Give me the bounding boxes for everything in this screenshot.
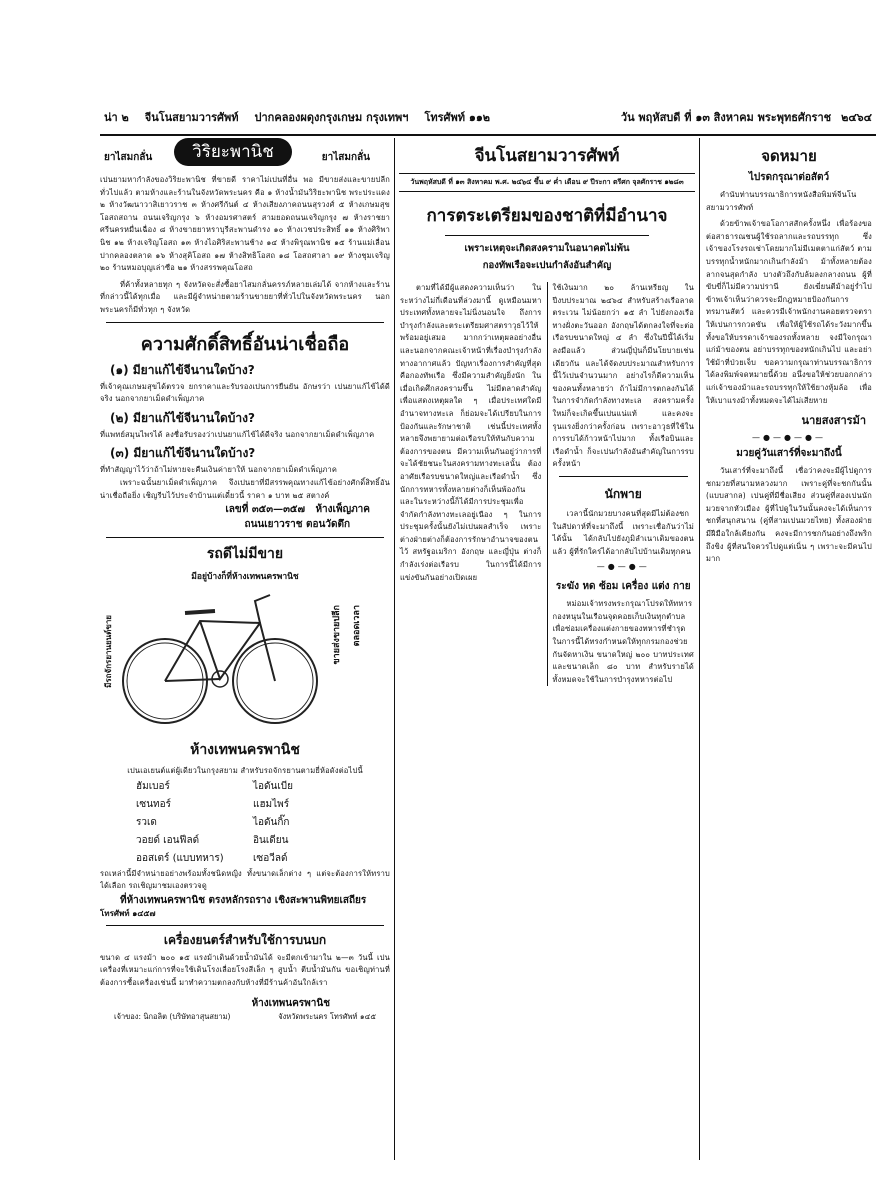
- ad-answer-2: ที่แพทย์สมุนไพรได้ ลงชื่อรับรองว่าเปนยาแก้ไข้ได้ดีจริง นอกจากยาเม็ดดำเพ็ญภาค: [100, 429, 375, 439]
- ad-right-label: ยาไสมกลั่น: [321, 152, 370, 163]
- shop-title: ห้างเทพนครพานิช: [190, 742, 300, 759]
- divider: [559, 476, 689, 477]
- news-box-text: เวลานี้นักมวยบางคนที่สุดมีไม่ต้องชกในสัปดาห์ที่จะมาถึงนี้ เพราะเชื่อกันว่าไม่ได้นั้น ได้กลับไปยังภูมิลำเนาเดิมของตนแล้ว ผู้ที่รักใคร่ได้อากลับไปบ้านเดิมทุกคน: [552, 508, 694, 556]
- bicycle-illustration: [100, 585, 390, 735]
- shop-location: ที่ห้างเทพนครพานิช ตรงหลักรถราง เชิงสะพานพิทยเสถียร: [120, 894, 367, 906]
- ad-viriya-panich: [100, 138, 390, 317]
- brand-list: [100, 778, 390, 868]
- brand-item: รวเด: [136, 816, 157, 828]
- brand-item: ไอดันเบีย: [253, 780, 293, 792]
- newspaper-page: [100, 100, 876, 1160]
- divider: [445, 235, 649, 236]
- ad-answer-1: ที่เจ้าคุณเกษมสุขได้ตรวจ ยกราคาและรับรองเปนการยืนยัน อักษรว่า เปนยาแก้ไข้ได้ดีจริง นอกจากยาเม็ดดำเพ็ญภาค: [100, 381, 390, 404]
- ad-note-text: ที่ค้าทั้งหลายทุก ๆ จังหวัดจะสั่งซื้อยาไสมกลั่นครรภ์หลายเล่มได้ จากห้างและร้านที่กล่าวนี้ได้ทุกเมื่อ และมีผู้จำหน่ายตามร้านขายยาที่ทั่วไปในจังหวัดพระนคร นอกพระนครก็มีทั่วทุก ๆ จังหวัด: [100, 279, 390, 314]
- brand-item: ฮัมเบอร์: [136, 780, 170, 792]
- ad-question-3: (๓) มียาแก้ไข้จีนานใดบ้าง?: [110, 446, 256, 461]
- ad-address-number: เลขที่ ๓๕๓—๓๕๗: [225, 504, 306, 516]
- brand-item: ออสเตร์ (แบบทหาร): [136, 852, 224, 864]
- brand-item: แฮมไพร์: [253, 798, 290, 810]
- ad-title: รถดีไม่มีขาย: [206, 546, 284, 563]
- brand-item: วอยด์ เอนฟีลด์: [136, 834, 200, 846]
- news-box-text: หม่อมเจ้าทรงพระกรุณาโปรดให้ทหารกองหนุนในเรือนจุดคอยเก็บเงินทุกตำบล เพื่อซ่อมเครื่องแต่งกายของทหารที่ชำรุด ในการนี้ได้ทรงกำหนดให้ทุกกรมกองช่วยกันจัดหาเงิน ขนาดใหญ่ ๒๐๐ บาทประเทศ และขนาดเล็ก ๘๐ บาท สำหรับรายได้ทั้งหมดจะใช้ในการบำรุงทหารต่อไป: [552, 599, 694, 684]
- brand-item: อินเดียน: [253, 834, 289, 846]
- brand-item: เซนทอร์: [136, 798, 172, 810]
- ad-intro-text: เปนยามหากำลังของวิริยะพานิช ที่ขายดี ราคาไม่เปนที่อื่น พอ มีขายส่งและขายปลีกทั่วไปแล้ว ตามห้างและร้านในจังหวัดพระนคร คือ ๑ ห้างน้ำมันวิริยะพานิช พระประแดง ๒ ห้างวัฒนาวาสิเยาวราช ๓ ห้างศรีกันต์ ๔ ห้างเสียงภาคถนนสุรวงศ์ ๕ ห้างเกษมสุขโอสถสถาน ถนนเจริญกรุง ๖ ห้างอมรศาสตร์ สามยอดถนนเจริญกรุง ๗ ห้างราชยาศรีนครหมื่นเฉื่อง ๘ ห้างขายยาหราบุรีสะพานดำรง ๑๐ ห้างเวชประสิทธิ์ ๑๑ ห้างศิริพานิช ๑๒ ห้างเจริญโอสถ ๑๓ ห้างไอศิริสะพานช้าง ๑๔ ห้างพิรุณพานิช ๑๕ ร้านแม่เลื่อนปากคลองตลาด ๑๖ ห้างสุคิโอสถ ๑๗ ห้างสิทธิโอสถ ๑๘ โอสถศาลา ๑๙ ห้างชุมเจริญ ๒๐ ร้านหมอบุญเล่าซือ ๒๑ ห้างสรรพคุณโอสถ: [100, 175, 390, 273]
- letter-signature: นายสงสารม้า: [801, 414, 866, 428]
- letter-subtitle: ไปรดกรุณาต่อสัตว์: [748, 172, 830, 183]
- page-number: น่า ๒: [104, 111, 129, 124]
- divider: [106, 322, 384, 323]
- shop-phone: โทรศัพท์ ๑๔๕๗: [100, 908, 156, 918]
- paper-address: ปากคลองผดุงกรุงเกษม กรุงเทพฯ: [254, 111, 409, 124]
- ad-answer-3: ที่ทำสัญญาไว้ว่าถ้าไม่หายจะคืนเงินค่ายาให้ นอกจากยาเม็ดดำเพ็ญภาค: [100, 465, 338, 475]
- shop-description: เปนเอเยนต์แต่ผู้เดียวในกรุงสยาม สำหรับรถจักรยานตามยี่ห้อดังต่อไปนี้: [127, 766, 363, 776]
- section-title: จดหมาย: [761, 147, 817, 165]
- advertisement-column: [100, 138, 390, 1160]
- lead-subheadline-2: กองทัพเรือจะเปนกำลังอันสำคัญ: [482, 260, 612, 271]
- ad-question-1: (๑) มียาแก้ไข้จีนานใดบ้าง?: [110, 362, 255, 377]
- viriya-logo: วิริยะพานิช: [174, 138, 292, 166]
- brand-item: เซอวีลด์: [253, 852, 288, 864]
- vertical-caption-right-2: ตลอดเวลา: [352, 605, 362, 647]
- news-box-title: นักพาย: [604, 486, 642, 501]
- paper-name: จีนโนสยามวารศัพท์: [144, 111, 239, 124]
- article-body: [395, 282, 699, 686]
- ad-note: รถเหล่านี้มีจำหน่ายอย่างพร้อมทั้งชนิดหญิง ทั้งขนาดเล็กต่าง ๆ แต่จะต้องการให้ทราบได้เลือก รถเชิญมาชมเองตรวจดู: [100, 868, 390, 891]
- ad-title: ความศักดิ์สิทธิ์อันน่าเชื่อถือ: [140, 333, 350, 355]
- ad-title: เครื่องยนตร์สำหรับใช้การบนบก: [163, 932, 327, 947]
- news-column: [394, 138, 700, 1160]
- ad-body: เพราะฉนั้นยาเม็ดดำเพ็ญภาค จึงเปนยาที่มีสรรพคุณทางแก้ไข้อย่างศักดิ์สิทธิ์อันน่าเชื่อถือยิ่ง เชิญรีบไว้ประจำบ้านแต่เดี๋ยวนี้ ราคา ๑ บาท ๒๕ สตางค์: [100, 477, 390, 500]
- ad-body: ขนาด ๔ แรงม้า ๒๐๐ ๑๕ แรงม้าเดินด้วยน้ำมันได้ จะมีตกเข้ามาใน ๒—๓ วันนี้ เปนเครื่องที่เหมาะแก่การที่จะใช้เดินโรงเลื่อยโรงสีเล็ก ๆ สูบน้ำ ตีบน้ำมันกัน ขอเชิญท่านที่ต้องการซื้อเครื่องเช่นนี้ มาทำความตกลงกับห้างที่มีร้านค้าอันใกล้เรา: [100, 952, 390, 988]
- ad-street: ถนนเยาวราช ตอนวัดตึก: [244, 519, 350, 531]
- issue-date: วัน พฤหัสบดี ที่ ๑๓ สิงหาคม พระพุทธศักราช: [620, 111, 832, 124]
- brand-item: ไอดันกิ๊ก: [253, 816, 290, 828]
- ad-penphak-medicine: [100, 329, 390, 533]
- vertical-caption-left: มีรถจักรยานยนต์ขาย: [104, 615, 113, 688]
- issue-year: ๒๔๖๔: [841, 111, 872, 124]
- letters-column: [702, 138, 876, 1160]
- ad-question-2: (๒) มียาแก้ไข้จีนานใดบ้าง?: [110, 410, 255, 425]
- shop-address: จังหวัดพระนคร โทรศัพท์ ๑๔๕: [278, 1011, 376, 1021]
- ad-left-label: ยาไสมกลั่น: [104, 152, 153, 163]
- lead-subheadline-1: เพราะเหตุจะเกิดสงครามในอนาคตไม่พ้น: [464, 243, 630, 254]
- section-title: มวยคู่วันเสาร์ที่จะมาถึงนี้: [736, 448, 842, 460]
- article-text-right: ใช้เงินมาก ๒๐ ล้านเหรียญ ในปีงบประมาณ ๒๔๖๔ สำหรับสร้างเรือลาดตระเวน ไม่น้อยกว่า ๑๕ ลำ ไปยังกองเรือทางฝั่งตะวันออก อังกฤษได้ตกลงใจที่จะต่อเรือรบขนาดใหญ่ ๔ ลำ ซึ่งในปีนี้ได้เริ่มลงมือแล้ว ส่วนญี่ปุ่นก็มีนโยบายเช่นเดียวกัน และได้จัดงบประมาณสำหรับการนี้ไว้เปนจำนวนมาก อย่างไรก็ดีความเห็นของคนทั้งหลายว่า ถ้าไม่มีการตกลงกันได้ในการจำกัดกำลังทางทะเล สงครามครั้งใหม่ก็จะเกิดขึ้นเปนแน่แท้ และคงจะรุนแรงยิ่งกว่าครั้งก่อน เพราะอาวุธที่ใช้ในการรบได้ก้าวหน้าไปมาก ทั้งเรือบินและเรือดำน้ำ ก็จะเปนกำลังอันสำคัญในการรบครั้งหน้า: [552, 283, 694, 469]
- ad-bicycle: [100, 543, 390, 920]
- vertical-caption-right-1: ขายส่งขายปลีก: [332, 605, 342, 665]
- ornament-divider: —●—●—●—: [752, 433, 826, 443]
- section-body: วันเสาร์ที่จะมาถึงนี้ เชื่อว่าคงจะมีผู้ไปดูการชกมวยที่สนามหลวงมาก เพราะคู่ที่จะชกกันนั้น (แบบสากล) เปนคู่ที่มีชื่อเสียง ส่วนคู่ที่สองเปนนักมวยจากหัวเมือง ผู้ที่ไปดูในวันนั้นคงจะได้เห็นการชกที่สนุกสนาน (คู่ที่สามเปนมวยไทย) ทั้งสองฝ่ายมีฝีมือใกล้เคียงกัน คงจะมีการชกกันอย่างถึงพริกถึงขิง ผู้ที่สนใจควรไปดูแต่เนิ่น ๆ เพราะจะมีคนไปมาก: [706, 466, 872, 564]
- paper-title: จีนโนสยามวารศัพท์: [474, 146, 620, 166]
- news-box-title: ระฆัง หด ซ้อม เครื่อง แต่ง กาย: [555, 581, 691, 593]
- letter-opening: คำนับท่านบรรณาธิการหนังสือพิมพ์จีนโนสยามวารศัพท์: [706, 190, 857, 212]
- bicycle-icon: [120, 591, 320, 731]
- dateline: วันพฤหัสบดี ที่ ๑๓ สิงหาคม พ.ศ. ๒๔๖๔ ขึ้น ๙ ค่ำ เดือน ๙ ปีระกา ตรีศก จุลศักราช ๑๒๘๓: [399, 173, 695, 192]
- ornament-divider: —●—●—: [596, 562, 650, 572]
- divider: [106, 537, 384, 538]
- paper-phone: โทรศัพท์ ๑๑๒: [424, 111, 491, 124]
- letter-body: ด้วยข้าพเจ้าขอโอกาสสักครั้งหนึ่ง เพื่อร้องขอต่อสาธารณชนผู้ใช้รถลากและรถบรรทุก ซึ่งเจ้าของโรงรถเช่าโดยมากไม่มีเมตตาแก่สัตว์ ตามบรรทุกน้ำหนักมากเกินกำลังม้า ม้าทั้งหลายต้องลากจนสุดกำลัง บางตัวถึงกับล้มลงกลางถนน ผู้ที่ขับขี่ก็ไม่มีความปรานี ยังเฆี่ยนตีม้าอยู่ร่ำไป ข้าพเจ้าเห็นว่าควรจะมีกฎหมายป้องกันการทรมานสัตว์ และควรมีเจ้าพนักงานคอยตรวจตราให้เปนการกวดขัน เพื่อให้ผู้ใช้รถได้ระวังมากขึ้น ทั้งขอให้บรรดาเจ้าของรถทั้งหลาย จงมีใจกรุณาแก่ม้าของตน อย่าบรรทุกของหนักเกินไป และอย่าใช้ม้าที่ป่วยเจ็บ ขอความกรุณาท่านบรรณาธิการได้ลงพิมพ์จดหมายนี้ด้วย อนึ่งขอให้ช่วยบอกกล่าวแก่เจ้าของม้าและรถบรรทุกให้ใช้ยางหุ้มล้อ เพื่อให้เบาแรงม้าทั้งหมดจะได้ไม่เสียหาย: [706, 219, 872, 405]
- article-text-left: ตามที่ได้มีผู้แสดงความเห็นว่า ในระหว่างไม่กี่เดือนที่ล่วงมานี้ ดูเหมือนมหาประเทศทั้งหลายจะไม่นิ่งนอนใจ ถึงการบำรุงกำลังและตระเตรียมศาสตราวุธไว้ให้พร้อมอยู่เสมอ มากกว่าเหตุผลอย่างอื่น และนอกจากคณะเจ้าหน้าที่เรื่องบำรุงกำลังทางอากาศแล้ว ปัญหาเรื่องการสำคัญที่สุดคือกองทัพเรือ ซึ่งมีความสำคัญยิ่งนัก ในเมื่อเกิดศึกสงครามขึ้น ไม่มีตลาดสำคัญเพื่อแสดงเหตุผลใด ๆ เมื่อประเทศใดมีอำนาจทางทะเล ก็ย่อมจะได้เปรียบในการป้องกันและรักษาชาติ เช่นนี้ประเทศทั้งหลายจึงพยายามต่อเรือรบให้ทันกับความต้องการของตน มีความเห็นกันอยู่ว่าการที่จะได้ชัยชนะในสงครามทางทะเลนั้น ต้องอาศัยเรือรบขนาดใหญ่และเรือดำน้ำ ซึ่งนักการทหารทั้งหลายต่างก็เห็นพ้องกัน และในระหว่างนี้ก็ได้มีการประชุมเพื่อจำกัดกำลังทางทะเลอยู่เนือง ๆ ในการประชุมครั้งนั้นยังไม่เปนผลสำเร็จ เพราะต่างฝ่ายต่างก็ต้องการรักษาอำนาจของตนไว้ สหรัฐอเมริกา อังกฤษ และญี่ปุ่น ต่างก็กำลังเร่งต่อเรือรบ ในการนี้ได้มีการแข่งขันกันอย่างเปิดเผย: [400, 283, 542, 582]
- ad-shop-name: ห้างเพ็ญภาค: [315, 504, 370, 516]
- lead-headline: การตระเตรียมของชาติที่มีอำนาจ: [426, 206, 668, 226]
- ad-engine: [100, 931, 390, 1023]
- ad-subtitle: มีอยู่บ้างก็ที่ห้างเทพนครพานิช: [191, 572, 299, 583]
- masthead: [100, 100, 876, 136]
- shop-name: ห้างเทพนครพานิช: [251, 997, 330, 1009]
- divider: [106, 925, 384, 926]
- shop-contact: เจ้าของ: นิกอลิต (บริษัทอาสุนสยาม): [114, 1011, 231, 1021]
